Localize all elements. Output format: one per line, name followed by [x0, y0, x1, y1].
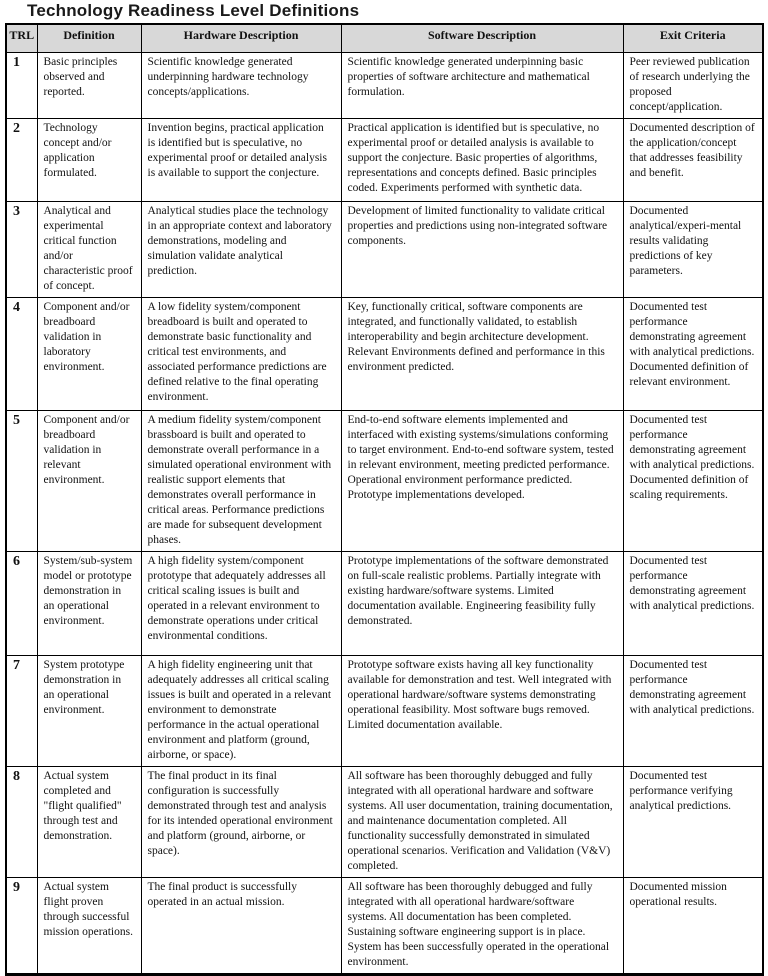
trl-number: 9: [6, 878, 37, 975]
software-description-cell: All software has been thoroughly debugged and fully integrated with all operational hardware/software systems. All documentation has been completed. Sustaining software engineering support is in place. System has been successfully operated in the operational environment.: [341, 878, 623, 975]
definition-cell: System prototype demonstration in an operational environment.: [37, 656, 141, 767]
software-description-cell: Key, functionally critical, software components are integrated, and functionally validated, to establish interoperability and begin architecture development. Relevant Environments defined and performance in this environment predicted.: [341, 298, 623, 411]
definition-cell: Actual system completed and "flight qualified" through test and demonstration.: [37, 767, 141, 878]
hardware-description-cell: Invention begins, practical application is identified but is speculative, no experimental proof or detailed analysis is available to support the conjecture.: [141, 119, 341, 202]
exit-criteria-cell: Documented test performance demonstrating agreement with analytical predictions.: [623, 656, 763, 767]
definition-cell: Basic principles observed and reported.: [37, 53, 141, 119]
software-description-cell: Prototype implementations of the software demonstrated on full-scale realistic problems. Partially integrate with existing hardware/software systems. Limited documentation available. Engineering feasibility fully demonstrated.: [341, 552, 623, 656]
software-description-cell: End-to-end software elements implemented and interfaced with existing systems/simulations conforming to target environment. End-to-end software system, tested in relevant environment, meeting predicted performance. Operational environment performance predicted. Prototype implementations developed.: [341, 411, 623, 552]
definition-cell: System/sub-system model or prototype demonstration in an operational environment.: [37, 552, 141, 656]
definition-cell: Analytical and experimental critical function and/or characteristic proof of concept.: [37, 202, 141, 298]
table-row-trl-8: [6, 767, 763, 878]
software-description-cell: All software has been thoroughly debugged and fully integrated with all operational hardware and software systems. All user documentation, training documentation, and maintenance documentation completed. All functionality successfully demonstrated in simulated operational scenarios. Verification and Validation (V&V) completed.: [341, 767, 623, 878]
software-description-cell: Development of limited functionality to validate critical properties and predictions using non-integrated software components.: [341, 202, 623, 298]
hardware-description-cell: A low fidelity system/component breadboard is built and operated to demonstrate basic functionality and critical test environments, and associated performance predictions are defined relative to the final operating environment.: [141, 298, 341, 411]
exit-criteria-cell: Documented test performance demonstrating agreement with analytical predictions.: [623, 552, 763, 656]
definition-cell: Actual system flight proven through successful mission operations.: [37, 878, 141, 975]
definition-cell: Technology concept and/or application formulated.: [37, 119, 141, 202]
trl-definitions-table: [5, 23, 764, 976]
hardware-description-cell: The final product is successfully operated in an actual mission.: [141, 878, 341, 975]
hardware-description-cell: A medium fidelity system/component brassboard is built and operated to demonstrate overall performance in a simulated operational environment with realistic support elements that demonstrates overall performance in critical areas. Performance predictions are made for subsequent development phases.: [141, 411, 341, 552]
software-description-cell: Scientific knowledge generated underpinning basic properties of software architecture and mathematical formulation.: [341, 53, 623, 119]
table-row-trl-5: [6, 411, 763, 552]
exit-criteria-cell: Documented mission operational results.: [623, 878, 763, 975]
trl-number: 7: [6, 656, 37, 767]
trl-number: 5: [6, 411, 37, 552]
table-row-trl-9: [6, 878, 763, 975]
software-description-cell: Prototype software exists having all key functionality available for demonstration and test. Well integrated with operational hardware/software systems demonstrating operational feasibility. Most software bugs removed. Limited documentation available.: [341, 656, 623, 767]
table-row-trl-4: [6, 298, 763, 411]
trl-number: 8: [6, 767, 37, 878]
exit-criteria-cell: Documented test performance demonstrating agreement with analytical predictions. Documented definition of relevant environment.: [623, 298, 763, 411]
hardware-description-cell: A high fidelity system/component prototype that adequately addresses all critical scaling issues is built and operated in a relevant environment to demonstrate operations under critical environmental conditions.: [141, 552, 341, 656]
table-row-trl-1: [6, 53, 763, 119]
trl-number: 6: [6, 552, 37, 656]
table-row-trl-2: [6, 119, 763, 202]
trl-number: 3: [6, 202, 37, 298]
hardware-description-cell: A high fidelity engineering unit that adequately addresses all critical scaling issues is built and operated in a relevant environment to demonstrate performance in the actual operational environment and platform (ground, airborne, or space).: [141, 656, 341, 767]
definition-cell: Component and/or breadboard validation in laboratory environment.: [37, 298, 141, 411]
table-row-trl-6: [6, 552, 763, 656]
exit-criteria-cell: Peer reviewed publication of research underlying the proposed concept/application.: [623, 53, 763, 119]
trl-number: 2: [6, 119, 37, 202]
trl-number: 4: [6, 298, 37, 411]
column-header-exit-criteria: Exit Criteria: [623, 24, 763, 53]
exit-criteria-cell: Documented analytical/experi-mental results validating predictions of key parameters.: [623, 202, 763, 298]
table-row-trl-3: [6, 202, 763, 298]
page-title: Technology Readiness Level Definitions: [27, 1, 360, 20]
software-description-cell: Practical application is identified but is speculative, no experimental proof or detailed analysis is available to support the conjecture. Basic properties of algorithms, representations and concepts defined. Basic principles coded. Experiments performed with synthetic data.: [341, 119, 623, 202]
table-row-trl-7: [6, 656, 763, 767]
column-header-definition: Definition: [37, 24, 141, 53]
definition-cell: Component and/or breadboard validation in relevant environment.: [37, 411, 141, 552]
exit-criteria-cell: Documented test performance demonstrating agreement with analytical predictions. Documented definition of scaling requirements.: [623, 411, 763, 552]
exit-criteria-cell: Documented test performance verifying analytical predictions.: [623, 767, 763, 878]
exit-criteria-cell: Documented description of the application/concept that addresses feasibility and benefit.: [623, 119, 763, 202]
column-header-hardware-description: Hardware Description: [141, 24, 341, 53]
hardware-description-cell: Analytical studies place the technology in an appropriate context and laboratory demonstrations, modeling and simulation validate analytical prediction.: [141, 202, 341, 298]
column-header-software-description: Software Description: [341, 24, 623, 53]
column-header-trl: TRL: [6, 24, 37, 53]
hardware-description-cell: Scientific knowledge generated underpinning hardware technology concepts/applications.: [141, 53, 341, 119]
hardware-description-cell: The final product in its final configuration is successfully demonstrated through test and analysis for its intended operational environment and platform (ground, airborne, or space).: [141, 767, 341, 878]
trl-number: 1: [6, 53, 37, 119]
header-row: [6, 24, 763, 53]
